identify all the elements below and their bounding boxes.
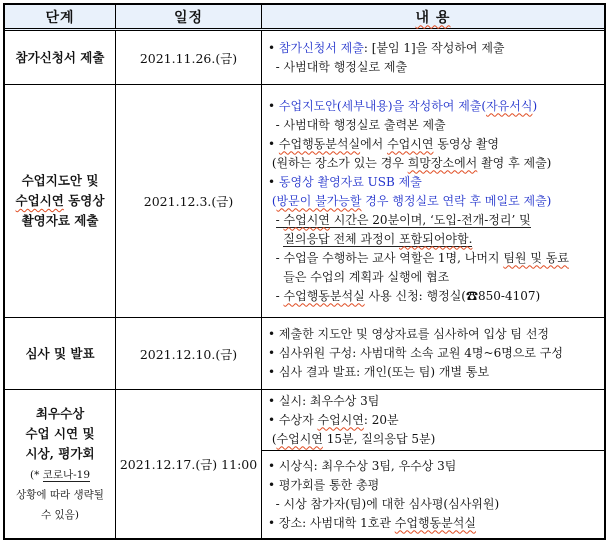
text-segment: - 사범대학 행정실로 출력본 제출: [268, 117, 446, 132]
text-segment: 수업행동분석실: [283, 288, 365, 303]
text-line: [268, 97, 601, 116]
schedule-date: 2021.12.17.(금) 11:00: [119, 457, 258, 472]
text-line: [268, 287, 601, 306]
text-line: [268, 58, 601, 77]
text-segment: 수업 시연 및: [25, 426, 95, 441]
text-line: [268, 514, 601, 533]
content-subcell-awards: [262, 451, 604, 538]
text-segment: 동영상 촬영자료 USB 제출: [278, 174, 422, 189]
text-line: [268, 211, 601, 230]
row-participation-application: [5, 31, 604, 85]
text-segment: (: [268, 193, 277, 208]
text-segment: •: [268, 136, 279, 151]
text-line: [268, 325, 601, 344]
schedule-date: 2021.11.26.(금): [139, 50, 238, 66]
text-segment: 촬영자료 제출: [21, 213, 99, 228]
text-segment: - 시상 참가자(팀)에 대한 심사평(심사위원): [268, 496, 500, 511]
text-segment: -: [268, 288, 284, 303]
text-segment: 에서: [360, 136, 388, 151]
text-segment: - 수업을 수행하는 교사 역할은 1명, 나머지: [268, 250, 504, 265]
text-segment: : 20분: [363, 412, 399, 427]
text-segment: • 장소: 사범대학 1호관: [268, 515, 395, 530]
text-line: [16, 191, 105, 211]
text-segment: 코로나-19: [42, 469, 91, 481]
text-segment: 상황에 따라 생략될: [16, 489, 104, 501]
text-segment: 시간은 20분이며, ‘도입-전개-정리’ 및: [329, 212, 531, 227]
text-segment: 수업시연: [276, 431, 323, 446]
content-cell-judging: [262, 318, 604, 389]
text-line: [268, 39, 601, 58]
schedule-cell-judging: [116, 318, 262, 389]
text-line: [268, 249, 601, 268]
text-segment: [268, 213, 276, 227]
text-line: [16, 48, 105, 68]
header-schedule: [116, 5, 262, 28]
header-row: [5, 5, 604, 31]
text-line: [268, 135, 601, 154]
text-segment: ): [532, 98, 538, 113]
text-line: [22, 171, 99, 191]
stage-cell-materials: [5, 85, 116, 317]
text-line: [25, 444, 94, 464]
schedule-cell-application: [116, 31, 262, 84]
text-segment: 사용 신청: 행정실(☎850-4107): [364, 288, 541, 303]
text-line: [41, 504, 79, 524]
text-segment: 경우 행정실로 연락 후 메일로 제출): [361, 193, 552, 208]
text-segment: • 실시: 최우수상 3팀: [268, 393, 380, 408]
row-judging-announcement: [5, 318, 604, 390]
text-segment: : [붙임 1]을 작성하여 제출: [363, 40, 505, 55]
text-line: [268, 392, 601, 411]
text-segment: -: [275, 212, 284, 227]
text-segment: 수업시연: [283, 212, 330, 227]
text-line: [268, 192, 601, 211]
text-segment: 희망장소에서: [407, 155, 478, 170]
stage-cell-final: [5, 390, 116, 538]
text-segment: •: [268, 40, 279, 55]
text-segment: 방문이 불가능할: [276, 193, 362, 208]
row-final-demo-awards: [5, 390, 604, 538]
schedule-cell-final: [116, 390, 262, 538]
header-schedule-label: 일정: [173, 9, 204, 26]
text-segment: 심사 및 발표: [25, 345, 95, 361]
text-segment: 15분, 질의응답 5분): [322, 431, 436, 446]
stage-cell-application: [5, 31, 116, 84]
text-segment: (*: [29, 469, 43, 481]
text-segment: 수업지도안(세부내용)을 작성하여 제출(: [278, 98, 487, 113]
text-segment: 최우수상: [35, 406, 85, 421]
text-segment: [268, 232, 283, 246]
content-cell-application: [262, 31, 604, 84]
text-line: [416, 7, 451, 27]
text-segment: • 심사 결과 발표: 개인(또는 팀) 개별 통보: [268, 365, 490, 379]
text-line: [268, 344, 601, 363]
text-line: [25, 424, 94, 444]
text-segment: 참가신청서 제출: [15, 49, 105, 65]
text-segment: •: [268, 174, 279, 189]
text-segment: 동영상: [63, 193, 105, 208]
text-segment: •: [268, 98, 279, 113]
text-line: [30, 464, 90, 484]
text-line: [268, 116, 601, 135]
text-segment: 자유서식: [486, 98, 533, 113]
text-segment: • 수상자: [268, 412, 318, 427]
text-segment: 수업시연: [317, 412, 364, 427]
text-segment: 포함되어야함.: [399, 231, 473, 246]
content-cell-materials: [262, 85, 604, 317]
text-segment: • 평가회를 통한 총평: [268, 477, 380, 492]
text-segment: 수업시연: [387, 136, 434, 151]
text-line: [268, 495, 601, 514]
text-segment: 수업행동분석실: [394, 515, 476, 530]
text-segment: 수업시연: [15, 193, 64, 208]
content-subcell-demo: [262, 390, 604, 451]
schedule-date: 2021.12.3.(금): [143, 194, 234, 209]
event-schedule-table: [3, 3, 606, 540]
text-segment: 동영상 촬영: [433, 136, 500, 151]
text-line: [22, 211, 99, 231]
text-line: [268, 154, 601, 173]
text-line: [25, 344, 94, 364]
stage-cell-judging: [5, 318, 116, 389]
text-segment: 참가신청서 제출: [278, 40, 364, 55]
text-line: [268, 363, 601, 382]
schedule-date: 2021.12.10.(금): [139, 346, 238, 362]
text-segment: • 제출한 지도안 및 영상자료를 심사하여 입상 팀 선정: [268, 327, 550, 341]
text-line: [36, 404, 84, 424]
text-line: [268, 268, 601, 287]
text-segment: 수업지도안 및: [21, 173, 99, 188]
text-line: [16, 484, 104, 504]
text-segment: 내 용: [415, 9, 451, 26]
text-line: [268, 430, 601, 449]
text-line: [268, 173, 601, 192]
text-segment: 팀원 및 동료: [503, 250, 569, 265]
text-line: [268, 411, 601, 430]
text-segment: 수 있음): [41, 509, 79, 521]
text-segment: 들은 수업의 계획과 실행에 협조: [268, 269, 450, 284]
text-segment: • 시상식: 최우수상 3팀, 우수상 3팀: [268, 458, 457, 473]
text-segment: (: [268, 431, 277, 446]
header-stage: [5, 5, 116, 28]
text-line: [268, 230, 601, 249]
text-segment: - 사범대학 행정실로 제출: [268, 59, 408, 74]
schedule-cell-materials: [116, 85, 262, 317]
text-segment: 촬영 후 제출): [477, 155, 552, 170]
text-segment: 시상, 평가회: [25, 446, 95, 461]
text-segment: 질의응답 전체 과정이: [283, 231, 400, 246]
text-segment: (원하는 장소가 있는 경우: [268, 155, 408, 170]
header-content: [262, 5, 604, 28]
row-materials-submission: [5, 85, 604, 318]
text-segment: 수업행동분석실: [278, 136, 361, 151]
text-line: [268, 457, 601, 476]
text-segment: • 심사위원 구성: 사범대학 소속 교원 4명~6명으로 구성: [268, 346, 563, 360]
header-stage-label: 단계: [45, 9, 75, 26]
text-line: [268, 476, 601, 495]
content-cell-final: [262, 390, 604, 538]
